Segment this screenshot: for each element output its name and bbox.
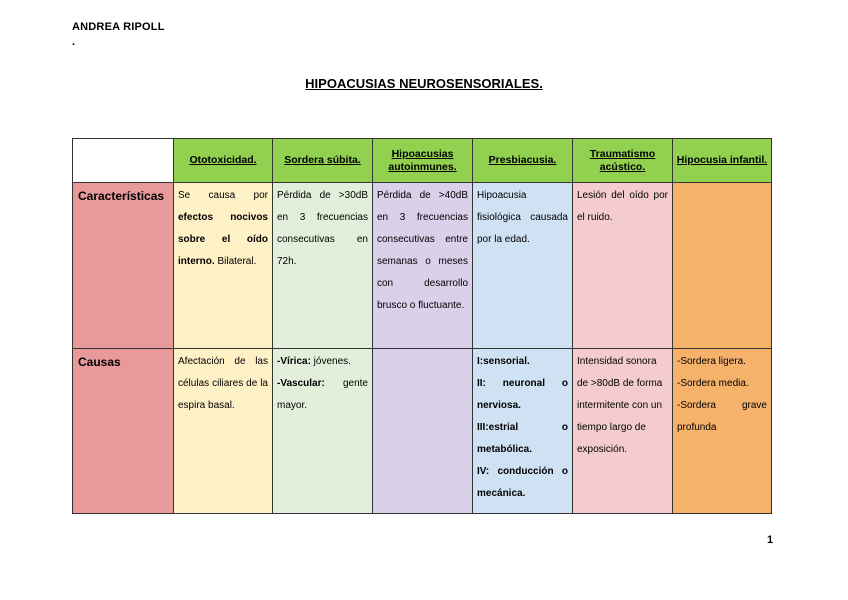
table-cell: Afectación de las células ciliares de la espira basal. [174, 349, 273, 514]
cell-bold-text: III:estrial o metabólica. [477, 422, 568, 455]
cell-bold-text: IV: conducción o mecánica. [477, 466, 568, 499]
table-row-caracteristicas [73, 183, 772, 349]
table-cell [673, 349, 772, 514]
cell-bold-text: -Vascular: [277, 378, 325, 389]
table-cell [673, 183, 772, 349]
column-header: Presbiacusia. [473, 139, 573, 183]
cell-line: -Sordera grave profunda [677, 400, 767, 433]
cell-text: gente mayor. [277, 378, 368, 411]
column-header: Sordera súbita. [273, 139, 373, 183]
cell-text: Se causa por [178, 190, 268, 201]
table-cell [273, 349, 373, 514]
row-header: Características [73, 183, 174, 349]
table-cell: Pérdida de >40dB en 3 frecuencias consecutivas entre semanas o meses con desarrollo brusco o fluctuante. [373, 183, 473, 349]
table-cell: Pérdida de >30dB en 3 frecuencias consecutivas en 72h. [273, 183, 373, 349]
cell-bold-text: I:sensorial. [477, 356, 530, 367]
cell-bold-text: efectos nocivos sobre el oído interno. [178, 212, 268, 267]
column-header: Traumatismo acústico. [573, 139, 673, 183]
cell-text: Bilateral. [214, 256, 257, 267]
table-cell [373, 349, 473, 514]
header-corner-cell [73, 139, 174, 183]
cell-bold-text: II: neuronal o nerviosa. [477, 378, 568, 411]
cell-bold-text: -Vírica: [277, 356, 311, 367]
table-row-causas [73, 349, 772, 514]
column-header: Hipocusia infantil. [673, 139, 772, 183]
table-cell: Lesión del oído por el ruido. [573, 183, 673, 349]
table-cell [473, 349, 573, 514]
cell-line: -Sordera ligera. [677, 356, 746, 367]
column-header: Ototoxicidad. [174, 139, 273, 183]
hipoacusias-table [72, 138, 772, 514]
table-cell [174, 183, 273, 349]
header-dot: . [72, 36, 76, 48]
page-number: 1 [767, 534, 774, 546]
cell-line: -Sordera media. [677, 378, 749, 389]
document-title: HIPOACUSIAS NEUROSENSORIALES. [305, 76, 543, 91]
column-header: Hipoacusias autoinmunes. [373, 139, 473, 183]
table-cell: Hipoacusia fisiológica causada por la edad. [473, 183, 573, 349]
table-header-row [73, 139, 772, 183]
row-header: Causas [73, 349, 174, 514]
table-cell: Intensidad sonora de >80dB de forma intermitente con un tiempo largo de exposición. [573, 349, 673, 514]
cell-text: jóvenes. [310, 356, 351, 367]
author-name: ANDREA RIPOLL [72, 21, 165, 33]
